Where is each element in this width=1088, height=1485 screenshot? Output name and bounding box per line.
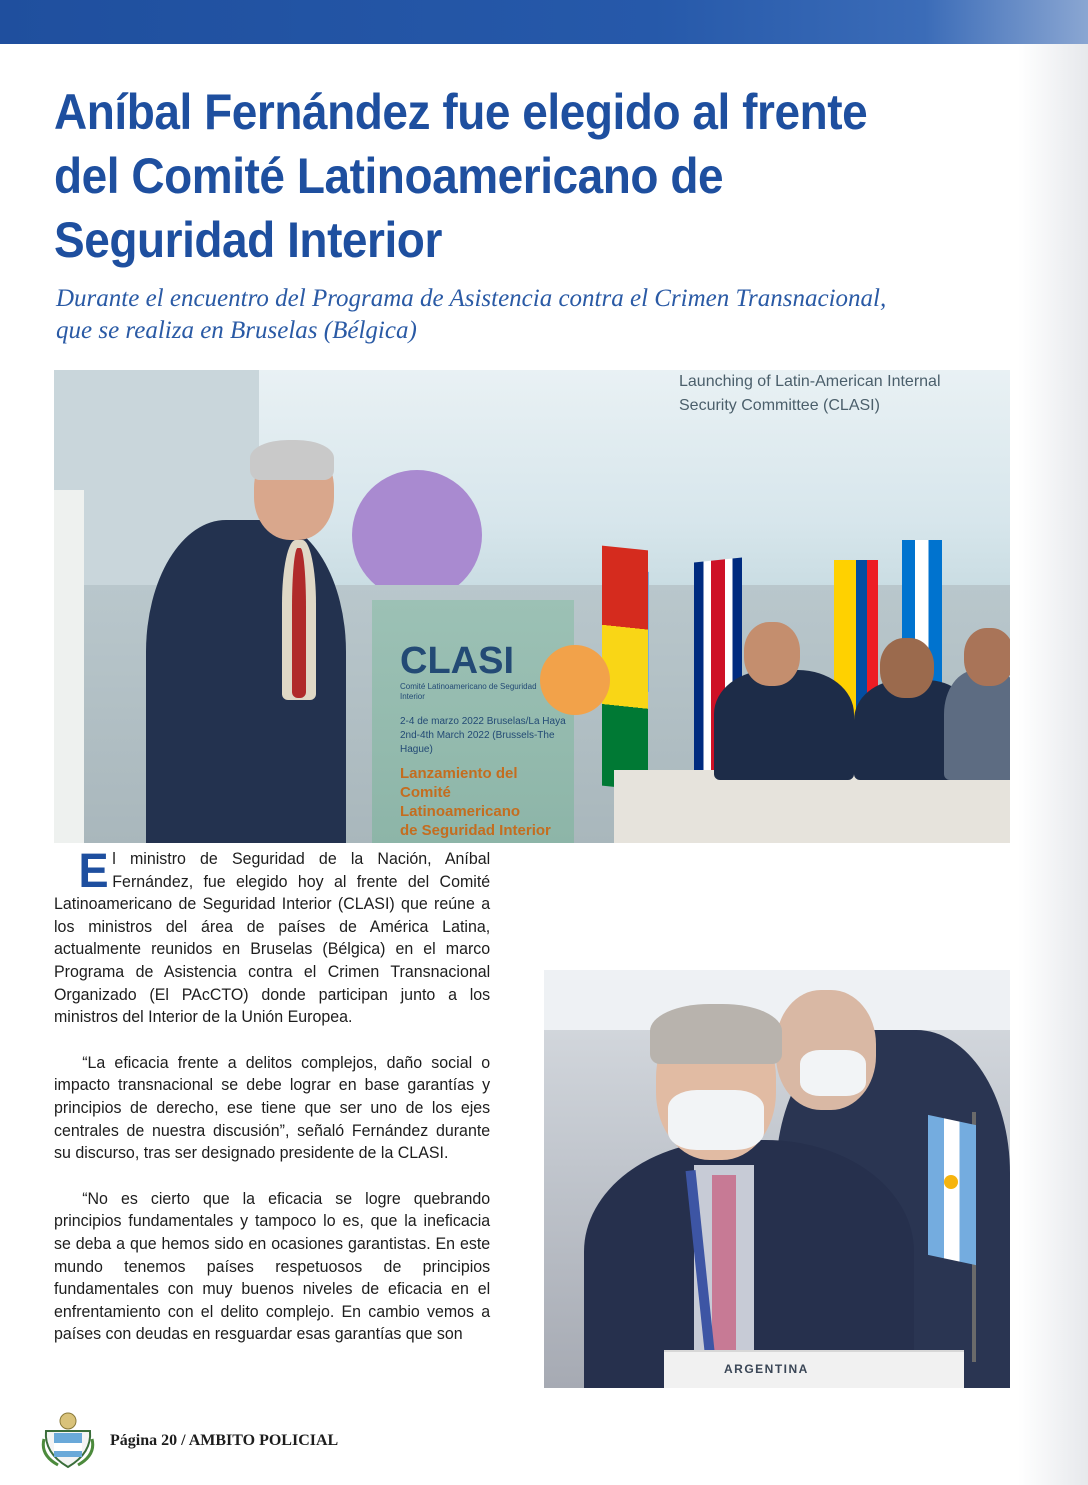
screen-graphic-circle bbox=[352, 470, 482, 600]
podium-launch-text: Lanzamiento del Comité Latinoamericano de Seguridad Interior bbox=[400, 765, 551, 839]
white-flag bbox=[54, 490, 84, 843]
official-3-head bbox=[964, 628, 1010, 686]
argentina-desk-flag bbox=[928, 1115, 976, 1265]
minister-face-mask bbox=[668, 1090, 764, 1150]
footer-separator: / bbox=[181, 1432, 186, 1449]
title-line-3: Seguridad Interior bbox=[54, 212, 442, 268]
paragraph-1 bbox=[54, 845, 491, 1029]
podium-subtitle: Comité Latinoamericano de Seguridad Interior bbox=[400, 682, 537, 701]
title-line-1: Aníbal Fernández fue elegido al frente bbox=[54, 84, 868, 140]
screen-caption: Launching of Latin-American Internal Security Committee (CLASI) bbox=[679, 373, 941, 414]
podium-dates: 2-4 de marzo 2022 Bruselas/La Haya 2nd-4th March 2022 (Brussels-The Hague) bbox=[400, 716, 566, 755]
speaker-suit bbox=[146, 520, 346, 843]
official-2-head bbox=[880, 638, 934, 698]
page-number: Página 20 bbox=[110, 1432, 178, 1449]
minister-tie bbox=[712, 1175, 736, 1375]
nameplate-text: ARGENTINA bbox=[724, 1362, 809, 1376]
paragraph-3: “No es cierto que la eficacia se logre quebrando principios fundamentales y tampoco lo es, que la ineficacia se deba a que hemos sido en ocasiones garantistas. En este mundo tenemos países respetuosos de principios fundamentales con muy buenos niveles de eficacia en el enfrentamiento con el delito complejo. En cambio vemos a países con deudas en resguardar esas garantías que son bbox=[54, 1188, 491, 1344]
top-banner-bar bbox=[0, 0, 1088, 44]
minister-hair bbox=[650, 1004, 782, 1064]
official-1-head bbox=[744, 622, 800, 686]
article-body bbox=[54, 845, 491, 1369]
country-nameplate bbox=[664, 1350, 964, 1388]
page-edge-shadow bbox=[1018, 44, 1088, 1485]
background-man-mask bbox=[800, 1050, 866, 1096]
paragraph-2: “La eficacia frente a delitos complejos, daño social o impacto transnacional se debe lograr en base garantías y principios de derecho, ese tiene que ser uno de los ejes centrales de nuestra discusión”, señaló Fernández durante su discurso, tras ser designado presidente de la CLASI. bbox=[54, 1052, 491, 1163]
official-1 bbox=[714, 670, 854, 780]
bolivia-flag bbox=[602, 546, 648, 791]
subtitle-line-1: Durante el encuentro del Programa de Asistencia contra el Crimen Transnacional, bbox=[56, 285, 887, 312]
drop-cap: E bbox=[78, 845, 109, 898]
official-3 bbox=[944, 670, 1010, 780]
podium-logo-text: CLASI bbox=[400, 640, 514, 682]
speaker-tie bbox=[292, 548, 306, 698]
secondary-photo-delegates bbox=[544, 970, 1010, 1388]
page-footer bbox=[110, 1432, 338, 1450]
publication-name: AMBITO POLICIAL bbox=[188, 1432, 339, 1449]
speaker-hair bbox=[250, 440, 334, 480]
conference-table bbox=[614, 770, 1010, 843]
title-line-2: del Comité Latinoamericano de bbox=[54, 148, 724, 204]
flag-sun-emblem bbox=[944, 1175, 958, 1189]
podium-orange-graphic bbox=[540, 645, 610, 715]
article-subtitle bbox=[56, 283, 956, 347]
subtitle-line-2: que se realiza en Bruselas (Bélgica) bbox=[56, 317, 417, 344]
main-photo-speaker-at-podium bbox=[54, 370, 1010, 843]
paragraph-1-text: l ministro de Seguridad de la Nación, Aníbal Fernández, fue elegido hoy al frente del Comité Latinoamericano de Seguridad Interior (CLASI) que reúne a los ministros del área de países de América Latina, actualmente reunidos en Bruselas (Bélgica) en el marco Programa de Asistencia contra el Crimen Transnacional Organizado (El PAcCTO) donde participan junto a los ministros del Interior de la Unión Europea. bbox=[54, 849, 491, 1027]
article-title bbox=[54, 80, 937, 272]
police-shield-logo-icon bbox=[40, 1409, 96, 1471]
